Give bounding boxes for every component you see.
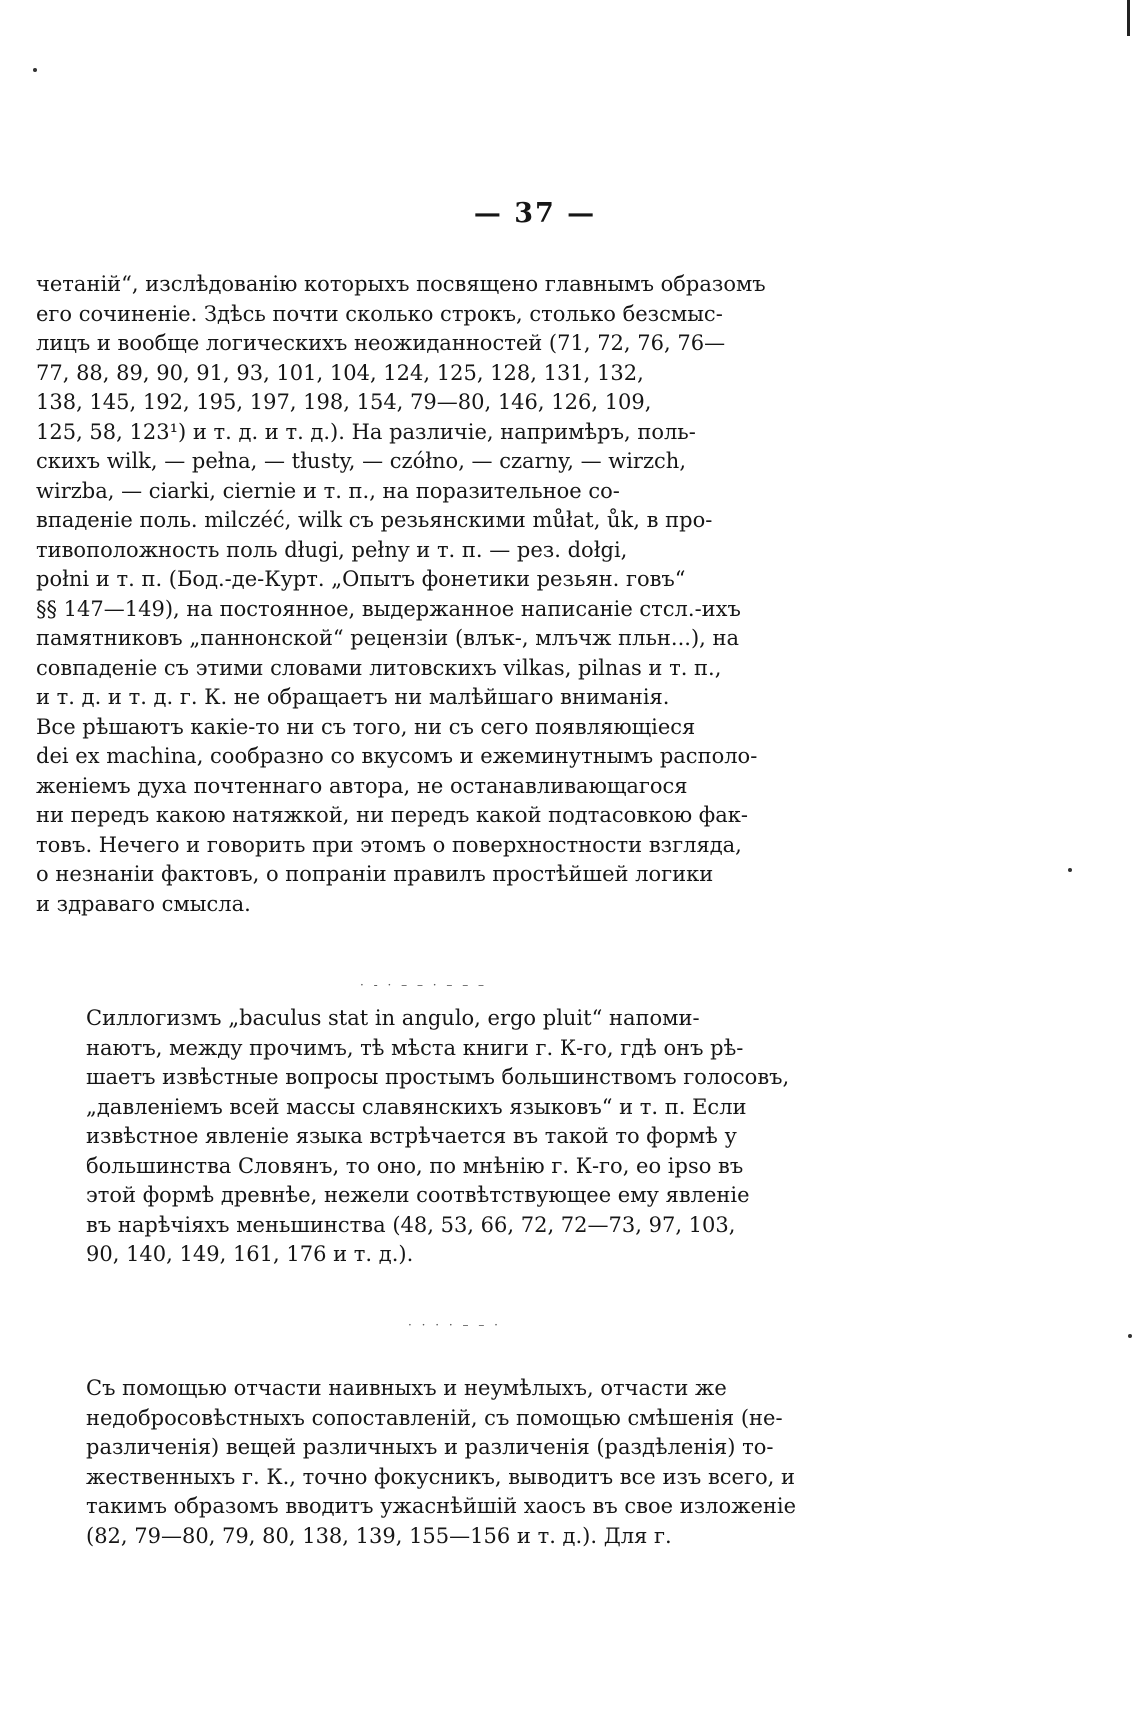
text-line: наютъ, между прочимъ, тѣ мѣста книги г. К-го, гдѣ онъ рѣ- [86,1035,744,1060]
scan-speck [33,68,37,72]
text-line: Силлогизмъ „baculus stat in angulo, ergo pluit“ напоми- [86,1006,700,1030]
text-line: „давленіемъ всей массы славянскихъ языковъ“ и т. п. Если [86,1094,747,1119]
text-line: шаетъ извѣстные вопросы простымъ большинствомъ голосовъ, [86,1065,790,1089]
text-line: его сочиненіе. Здѣсь почти сколько строкъ, столько безсмыс- [36,301,723,326]
text-line: §§ 147—149), на постоянное, выдержанное написаніе стсл.-ихъ [36,596,741,621]
text-line: въ нарѣчіяхъ меньшинства (48, 53, 66, 72, 72—73, 97, 103, [86,1212,736,1237]
text-line: о незнаніи фактовъ, о попраніи правилъ простѣйшей логики [36,862,714,886]
paragraph-1 [36,270,820,919]
text-line: Съ помощью отчасти наивныхъ и неумѣлыхъ, отчасти же [86,1376,727,1400]
text-line: этой формѣ древнѣе, нежели соотвѣтствующее ему явленіе [86,1183,750,1207]
text-line: памятниковъ „паннонской“ рецензіи (влък-, млъчж пльн...), на [36,626,739,650]
page-number: — 37 — [473,198,597,229]
text-line: и т. д. и т. д. г. К. не обращаетъ ни малѣйшаго вниманія. [36,685,670,709]
text-line: тивоположность поль długi, pełny и т. п. — рез. dołgi, [36,537,628,562]
scan-speck [1068,868,1072,872]
text-line: большинства Словянъ, то оно, по мнѣнію г. К-го, eo ipso въ [86,1153,744,1178]
section-divider: · · · · – – · [408,1318,501,1332]
text-line: извѣстное явленіе языка встрѣчается въ такой то формѣ у [86,1124,737,1148]
text-line: 125, 58, 123¹) и т. д. и т. д.). На различіе, напримѣръ, поль- [36,419,696,444]
text-line: połni и т. п. (Бод.-де-Курт. „Опытъ фонетики резьян. говъ“ [36,567,686,591]
text-line: лицъ и вообще логическихъ неожиданностей (71, 72, 76, 76— [36,331,726,355]
text-line: 90, 140, 149, 161, 176 и т. д.). [86,1242,414,1266]
text-line: четаній“, изслѣдованію которыхъ посвящено главнымъ образомъ [36,272,766,296]
text-line: 138, 145, 192, 195, 197, 198, 154, 79—80, 146, 126, 109, [36,390,652,414]
text-line: 77, 88, 89, 90, 91, 93, 101, 104, 124, 125, 128, 131, 132, [36,360,644,385]
text-line: dei ex machina, сообразно со вкусомъ и ежеминутнымъ располо- [36,744,758,768]
text-line: жественныхъ г. К., точно фокусникъ, выводитъ все изъ всего, и [86,1464,795,1489]
scan-edge-mark [1127,0,1130,36]
text-line: совпаденіе съ этими словами литовскихъ vilkas, pilnas и т. п., [36,655,722,680]
text-line: Все рѣшаютъ какіе-то ни съ того, ни съ сего появляющіеся [36,714,696,739]
text-line: недобросовѣстныхъ сопоставленій, съ помощью смѣшенія (не- [86,1405,783,1430]
text-line: различенія) вещей различныхъ и различенія (раздѣленія) то- [86,1435,774,1459]
text-line: ни передъ какою натяжкой, ни передъ какой подтасовкою фак- [36,803,748,827]
paragraph-3 [36,1374,820,1551]
text-line: такимъ образомъ вводитъ ужаснѣйшій хаосъ въ свое изложеніе [86,1494,797,1518]
paragraph-2 [36,1004,820,1270]
text-line: (82, 79—80, 79, 80, 138, 139, 155—156 и т. д.). Для г. [86,1523,672,1548]
text-line: женіемъ духа почтеннаго автора, не останавливающагося [36,773,688,798]
text-line: товъ. Нечего и говорить при этомъ о поверхностности взгляда, [36,832,742,857]
text-line: скихъ wilk, — pełna, — tłusty, — czółno, — czarny, — wirzch, [36,449,686,473]
scan-speck [1128,1334,1132,1338]
text-line: и здраваго смысла. [36,891,251,916]
text-line: wirzba, — ciarki, ciernie и т. п., на поразительное со- [36,478,620,503]
section-divider: · - · – – · – – – [360,978,488,992]
text-line: впаденіе поль. milczéć, wilk съ резьянскими můłat, ůk, в про- [36,508,713,532]
